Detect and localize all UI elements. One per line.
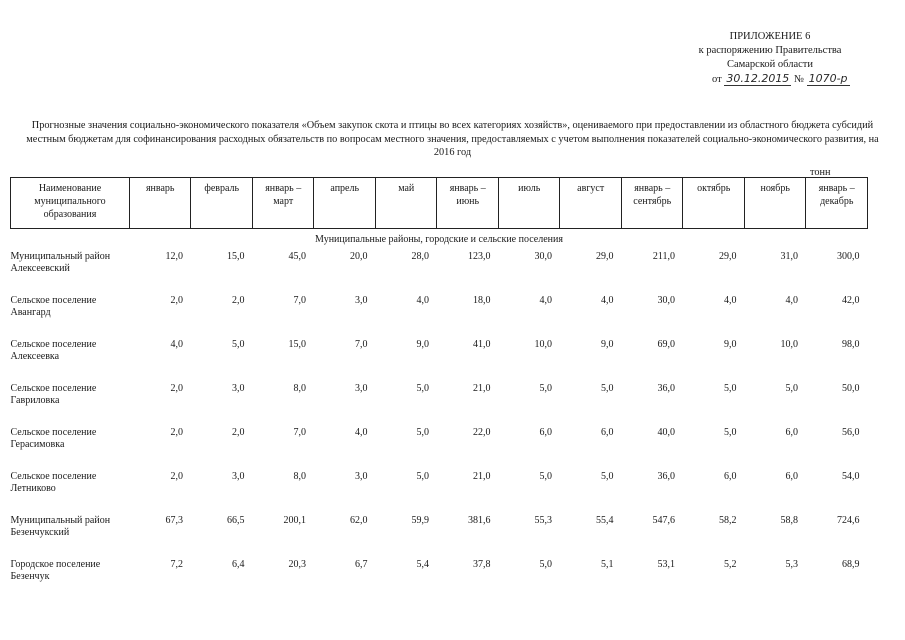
municipality-name: Сельское поселение Герасимовка: [10, 427, 97, 450]
value-cell: 2,0: [170, 383, 183, 394]
value-cell: 5,0: [785, 383, 798, 394]
value-cell: 5,0: [416, 471, 429, 482]
value-cell: 4,0: [539, 295, 552, 306]
value-cell: 54,0: [842, 471, 860, 482]
value-cell: 5,0: [539, 471, 552, 482]
value-cell: 2,0: [170, 471, 183, 482]
value-cell: 5,0: [600, 471, 614, 482]
data-table: [10, 177, 868, 603]
value-cell: 22,0: [472, 427, 491, 438]
value-cell: 3,0: [231, 383, 245, 394]
value-cell: 41,0: [472, 339, 491, 350]
value-cell: 55,4: [595, 515, 614, 526]
value-cell: 5,0: [539, 383, 552, 394]
value-cell: 29,0: [718, 251, 737, 262]
column-header-period: август: [560, 178, 622, 229]
table-row: [11, 427, 868, 471]
value-cell: 123,0: [467, 251, 491, 262]
handwritten-number: 1070-р: [808, 72, 848, 85]
value-cell: 3,0: [354, 471, 368, 482]
appendix-title: ПРИЛОЖЕНИЕ 6: [729, 31, 811, 42]
value-cell: 5,0: [600, 383, 614, 394]
value-cell: 37,8: [472, 559, 491, 570]
column-header-period: апрель: [314, 178, 376, 229]
value-cell: 4,0: [723, 295, 737, 306]
value-cell: 3,0: [354, 383, 368, 394]
value-cell: 6,0: [785, 427, 798, 438]
column-header-period: январь: [129, 178, 191, 229]
value-cell: 5,0: [539, 559, 552, 570]
column-header-period: май: [375, 178, 437, 229]
value-cell: 98,0: [842, 339, 860, 350]
value-cell: 300,0: [837, 251, 860, 262]
value-cell: 5,3: [785, 559, 798, 570]
value-cell: 10,0: [534, 339, 552, 350]
municipality-name: Сельское поселение Летниково: [10, 471, 97, 494]
value-cell: 4,0: [600, 295, 614, 306]
municipality-name: Сельское поселение Алексеевка: [10, 339, 97, 362]
value-cell: 7,0: [354, 339, 368, 350]
value-cell: 67,3: [165, 515, 183, 526]
appendix-line-2: Самарской области: [727, 59, 813, 70]
value-cell: 4,0: [170, 339, 183, 350]
column-header-period: январь – декабрь: [806, 178, 868, 229]
table-row: [11, 339, 868, 383]
value-cell: 50,0: [842, 383, 860, 394]
value-cell: 6,0: [539, 427, 552, 438]
value-cell: 2,0: [170, 295, 183, 306]
section-row: [11, 229, 868, 252]
value-cell: 18,0: [472, 295, 491, 306]
value-cell: 36,0: [657, 471, 675, 482]
appendix-block: [600, 30, 900, 87]
column-header-period: октябрь: [683, 178, 745, 229]
value-cell: 12,0: [165, 251, 183, 262]
value-cell: 2,0: [231, 427, 245, 438]
column-header-period: июль: [498, 178, 560, 229]
value-cell: 6,4: [231, 559, 245, 570]
value-cell: 30,0: [657, 295, 675, 306]
value-cell: 5,4: [416, 559, 429, 570]
value-cell: 9,0: [416, 339, 429, 350]
number-prefix: №: [793, 74, 804, 85]
value-cell: 21,0: [472, 471, 491, 482]
value-cell: 15,0: [288, 339, 306, 350]
header-row: [11, 178, 868, 229]
municipality-name: Сельское поселение Гавриловка: [10, 383, 97, 406]
table-row: [11, 295, 868, 339]
value-cell: 20,0: [349, 251, 368, 262]
value-cell: 69,0: [657, 339, 675, 350]
value-cell: 56,0: [842, 427, 860, 438]
value-cell: 10,0: [780, 339, 798, 350]
section-title: Муниципальные районы, городские и сельские поселения: [315, 234, 563, 245]
value-cell: 3,0: [354, 295, 368, 306]
table-row: [11, 471, 868, 515]
value-cell: 28,0: [411, 251, 429, 262]
value-cell: 5,0: [416, 383, 429, 394]
value-cell: 59,9: [411, 515, 429, 526]
value-cell: 21,0: [472, 383, 491, 394]
value-cell: 3,0: [231, 471, 245, 482]
municipality-name: Городское поселение Безенчук: [10, 559, 101, 582]
appendix-date-line: [630, 72, 900, 87]
municipality-name: Муниципальный район Алексеевский: [10, 251, 111, 274]
value-cell: 9,0: [600, 339, 614, 350]
appendix-line-1: к распоряжению Правительства: [698, 45, 842, 56]
value-cell: 6,0: [600, 427, 614, 438]
value-cell: 68,9: [842, 559, 860, 570]
value-cell: 5,1: [600, 559, 614, 570]
value-cell: 211,0: [652, 251, 675, 262]
column-header-name: Наименование муниципального образования: [11, 178, 130, 229]
value-cell: 53,1: [657, 559, 675, 570]
value-cell: 58,2: [718, 515, 737, 526]
value-cell: 42,0: [842, 295, 860, 306]
value-cell: 20,3: [288, 559, 306, 570]
value-cell: 15,0: [226, 251, 245, 262]
value-cell: 5,0: [723, 427, 737, 438]
handwritten-date: 30.12.2015: [726, 72, 790, 85]
value-cell: 6,0: [785, 471, 798, 482]
column-header-period: январь – март: [252, 178, 314, 229]
value-cell: 4,0: [354, 427, 368, 438]
value-cell: 31,0: [780, 251, 798, 262]
value-cell: 45,0: [288, 251, 306, 262]
value-cell: 55,3: [534, 515, 552, 526]
value-cell: 62,0: [349, 515, 368, 526]
value-cell: 4,0: [416, 295, 429, 306]
value-cell: 8,0: [293, 383, 306, 394]
value-cell: 724,6: [837, 515, 860, 526]
table-row: [11, 559, 868, 603]
value-cell: 2,0: [231, 295, 245, 306]
value-cell: 29,0: [595, 251, 614, 262]
table-body: [11, 229, 868, 604]
value-cell: 7,0: [293, 295, 306, 306]
value-cell: 2,0: [170, 427, 183, 438]
value-cell: 5,0: [416, 427, 429, 438]
value-cell: 5,2: [723, 559, 737, 570]
value-cell: 547,6: [652, 515, 675, 526]
value-cell: 200,1: [283, 515, 306, 526]
value-cell: 5,0: [231, 339, 245, 350]
value-cell: 6,7: [354, 559, 368, 570]
municipality-name: Муниципальный район Безенчукский: [10, 515, 111, 538]
document-heading: Прогнозные значения социально-экономического показателя «Объем закупок скота и птицы во всех категориях хозяйств», оцениваемого при предоставлении из областного бюджета субсидий местным бюджетам для софинансирования расходных обязательств по вопросам местного значения, предоставляемых с учетом выполнения показателей социально-экономического развития, на 2016 год: [26, 120, 879, 158]
value-cell: 66,5: [226, 515, 245, 526]
value-cell: 7,2: [170, 559, 183, 570]
value-cell: 6,0: [723, 471, 737, 482]
value-cell: 9,0: [723, 339, 737, 350]
value-cell: 40,0: [657, 427, 675, 438]
column-header-period: январь – сентябрь: [621, 178, 683, 229]
table-row: [11, 515, 868, 559]
column-header-period: ноябрь: [744, 178, 806, 229]
column-header-period: январь – июнь: [437, 178, 499, 229]
value-cell: 381,6: [467, 515, 491, 526]
value-cell: 30,0: [534, 251, 552, 262]
value-cell: 8,0: [293, 471, 306, 482]
municipality-name: Сельское поселение Авангард: [10, 295, 97, 318]
value-cell: 36,0: [657, 383, 675, 394]
unit-label: тонн: [810, 167, 831, 178]
value-cell: 7,0: [293, 427, 306, 438]
table-row: [11, 383, 868, 427]
column-header-period: февраль: [191, 178, 253, 229]
date-prefix: от: [712, 74, 722, 85]
value-cell: 4,0: [785, 295, 798, 306]
table-row: [11, 251, 868, 295]
value-cell: 5,0: [723, 383, 737, 394]
value-cell: 58,8: [780, 515, 798, 526]
